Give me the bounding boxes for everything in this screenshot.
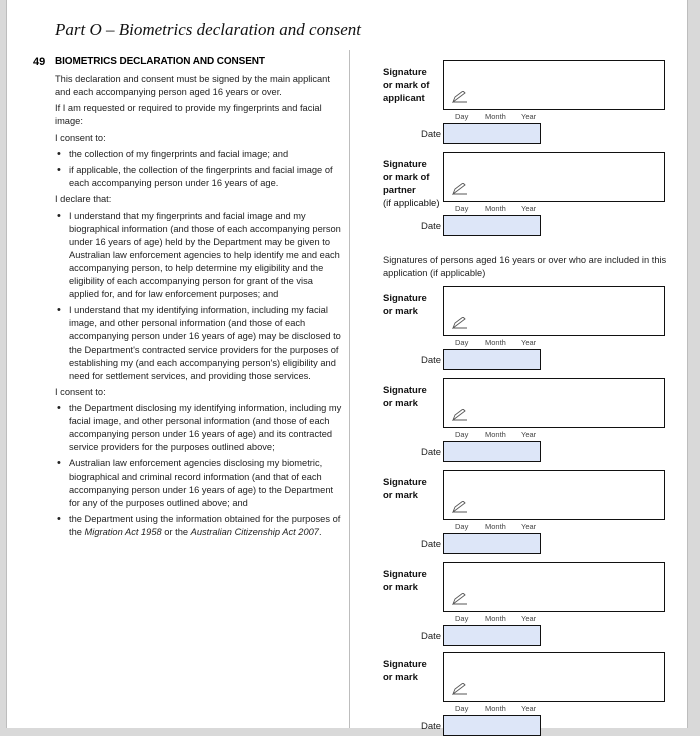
month-label: Month [485,204,506,213]
day-label: Day [455,522,469,531]
pen-icon [452,183,468,195]
consent-list-2 [55,402,345,539]
consent-heading: I consent to: [55,132,106,143]
signature-label: Signature or mark of applicant [383,67,430,104]
declare-heading: I declare that: [55,194,112,205]
year-label: Year [521,614,537,623]
pen-icon [452,683,468,695]
pen-icon [452,317,468,329]
day-label: Day [455,614,469,623]
partner-date-field[interactable] [443,215,541,236]
pen-icon [452,593,468,605]
month-label: Month [485,704,506,713]
person-signature-field[interactable] [443,652,665,702]
person-date-field[interactable] [443,349,541,370]
declaration-text [55,73,345,542]
date-label: Date [421,721,442,732]
signature-label: Signature or mark [383,659,427,683]
date-label: Date [421,631,442,642]
person-date-field[interactable] [443,441,541,462]
list-item: • the Department disclosing my identifying information, including my facial image, and other personal information (and those of each accompanying person under 16 years of age) and its contracted service providers for the purposes outlined above; [57,402,342,453]
day-label: Day [455,204,469,213]
day-label: Day [455,430,469,439]
question-number: 49 [33,56,46,68]
pen-icon [452,91,468,103]
month-label: Month [485,112,506,121]
pen-icon [452,501,468,513]
signature-label: Signature or mark [383,293,427,317]
applicant-date-field[interactable] [443,123,541,144]
month-label: Month [485,338,506,347]
list-item: • Australian law enforcement agencies disclosing my biometric, biographical and criminal record information (and that of each accompanying person under 16 years of age) to the Department for any of the purposes outlined above; and [57,457,334,508]
list-item: • if applicable, the collection of the fingerprints and facial image of each accompanying person under 16 years of age. [57,164,333,189]
year-label: Year [521,430,537,439]
consent-list-1 [55,148,345,190]
year-label: Year [521,704,537,713]
list-item: • I understand that my fingerprints and facial image and my biographical information (and those of each accompanying person under 16 years of age) held by the Department may be given to Australian law enforcement agencies to help identify me and each accompanying person, to help determine my eligibility and the eligibility of each accompanying person for grant of the visa applied for, and for law enforcement purposes; and [57,209,341,300]
day-label: Day [455,704,469,713]
person-signature-field[interactable] [443,470,665,520]
list-item: • the collection of my fingerprints and facial image; and [57,148,289,161]
day-label: Day [455,338,469,347]
consent-heading: I consent to: [55,386,106,397]
partner-signature-field[interactable] [443,152,665,202]
date-label: Date [421,447,442,458]
month-label: Month [485,614,506,623]
person-signature-field[interactable] [443,562,665,612]
person-signature-field[interactable] [443,286,665,336]
question-title: BIOMETRICS DECLARATION AND CONSENT [55,56,265,67]
month-label: Month [485,430,506,439]
applicant-signature-field[interactable] [443,60,665,110]
form-page [6,0,688,732]
day-label: Day [455,112,469,121]
year-label: Year [521,204,537,213]
page-title: Part O – Biometrics declaration and consent [55,20,361,39]
signature-label: Signature or mark [383,477,427,501]
year-label: Year [521,112,537,121]
signature-label: Signature or mark of partner (if applicable) [383,159,440,209]
year-label: Year [521,338,537,347]
declare-list [55,210,345,383]
date-label: Date [421,539,442,550]
column-divider [349,50,350,728]
signature-label: Signature or mark [383,569,427,593]
signature-label: Signature or mark [383,385,427,409]
pen-icon [452,409,468,421]
date-label: Date [421,129,442,140]
intro-text: This declaration and consent must be signed by the main applicant and each accompanying person aged 16 years or over. [55,74,330,98]
list-item: • I understand that my identifying information, including my facial image, and other personal information (and those of each accompanying person under 16 years of age) may be disclosed to the Department's contracted service providers for the purposes of establishing my (and each accompanying person's) eligibility and need for settlement services, and providing those services. [57,304,341,381]
person-signature-field[interactable] [443,378,665,428]
if-requested-text: If I am requested or required to provide my fingerprints and facial image: [55,103,322,127]
month-label: Month [485,522,506,531]
person-date-field[interactable] [443,625,541,646]
year-label: Year [521,522,537,531]
date-label: Date [421,355,442,366]
persons-note: Signatures of persons aged 16 years or over who are included in this application (if applicable) [383,255,667,278]
person-date-field[interactable] [443,533,541,554]
list-item: • the Department using the information obtained for the purposes of the Migration Act 1958 or the Australian Citizenship Act 2007. [57,512,341,537]
person-date-field[interactable] [443,715,541,736]
date-label: Date [421,221,442,232]
